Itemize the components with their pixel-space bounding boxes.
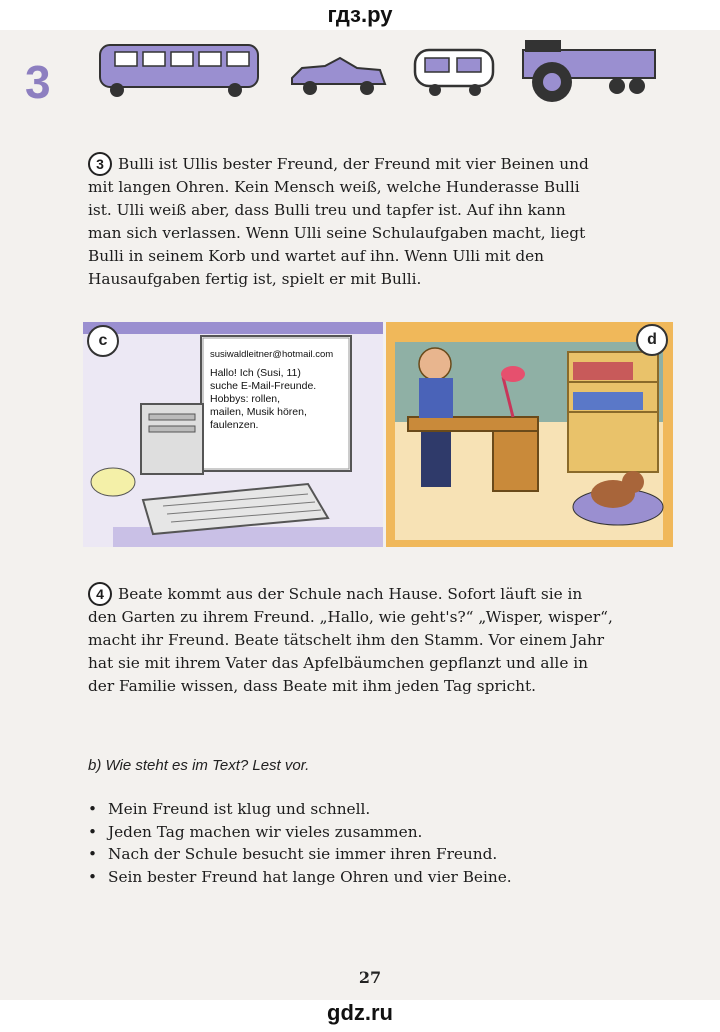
email-address: susiwaldleitner@hotmail.com bbox=[210, 349, 334, 360]
watermark-bottom: gdz.ru bbox=[327, 1000, 393, 1025]
bullet-icon: • bbox=[88, 800, 98, 818]
unit-number: 3 bbox=[25, 56, 51, 108]
text-4-line: der Familie wissen, dass Beate mit ihm jeden Tag spricht. bbox=[88, 677, 537, 695]
text-4-line: hat sie mit ihrem Vater das Apfelbäumchen gepflanzt und alle in bbox=[88, 654, 588, 672]
vehicle-header-illustration bbox=[95, 40, 665, 105]
text-3-line: mit langen Ohren. Kein Mensch weiß, welche Hunderasse Bulli bbox=[88, 178, 580, 196]
list-item: • Mein Freund ist klug und schnell. bbox=[88, 798, 512, 821]
text-4-line: den Garten zu ihrem Freund. „Hallo, wie geht's?“ „Wisper, wisper“, bbox=[88, 608, 613, 626]
text-3-line: 3 Bulli ist Ullis bester Freund, der Freund mit vier Beinen und bbox=[88, 152, 666, 176]
statement-list bbox=[88, 798, 512, 888]
screen-line: Hallo! Ich (Susi, 11) bbox=[210, 367, 301, 379]
list-item: • Sein bester Freund hat lange Ohren und vier Beine. bbox=[88, 866, 512, 889]
mouse-icon bbox=[91, 468, 135, 496]
illustration-panel bbox=[83, 322, 673, 552]
text-4-number: 4 bbox=[88, 582, 112, 606]
text-4-line: macht ihr Freund. Beate tätschelt ihm den Stamm. Vor einem Jahr bbox=[88, 631, 605, 649]
text-3-line: man sich verlassen. Wenn Ulli seine Schulaufgaben macht, liegt bbox=[88, 224, 586, 242]
label-c: c bbox=[87, 325, 119, 357]
car-icon bbox=[292, 58, 385, 95]
text-4-line: 4 Beate kommt aus der Schule nach Hause. Sofort läuft sie in bbox=[88, 582, 666, 606]
desk-icon bbox=[408, 417, 538, 431]
screen-line: mailen, Musik hören, bbox=[210, 406, 307, 418]
label-d: d bbox=[636, 324, 668, 356]
screen-line: faulenzen. bbox=[210, 419, 259, 431]
list-item: • Nach der Schule besucht sie immer ihren Freund. bbox=[88, 843, 512, 866]
text-4 bbox=[88, 582, 666, 698]
text-3-line: Bulli in seinem Korb und wartet auf ihn. Wenn Ulli mit den bbox=[88, 247, 545, 265]
bus-icon bbox=[100, 45, 258, 97]
bullet-icon: • bbox=[88, 822, 98, 841]
camper-icon bbox=[415, 50, 493, 96]
text-3 bbox=[88, 152, 666, 291]
task-heading: b) Wie steht es im Text? Lest vor. bbox=[88, 757, 310, 774]
screen-line: suche E-Mail-Freunde. bbox=[210, 380, 317, 392]
text-3-line: ist. Ulli weiß aber, dass Bulli treu und tapfer ist. Auf ihn kann bbox=[88, 201, 566, 219]
watermark-top: гдз.ру bbox=[327, 2, 393, 27]
monitor-screen-text bbox=[210, 348, 340, 432]
page-number: 27 bbox=[358, 968, 382, 987]
bullet-icon: • bbox=[88, 867, 98, 886]
text-3-number: 3 bbox=[88, 152, 112, 176]
text-3-line: Hausaufgaben fertig ist, spielt er mit Bulli. bbox=[88, 270, 422, 288]
truck-icon bbox=[523, 40, 655, 102]
bullet-icon: • bbox=[88, 845, 98, 863]
list-item: • Jeden Tag machen wir vieles zusammen. bbox=[88, 821, 512, 844]
boy-figure-icon bbox=[419, 348, 451, 380]
screen-line: Hobbys: rollen, bbox=[210, 393, 281, 405]
